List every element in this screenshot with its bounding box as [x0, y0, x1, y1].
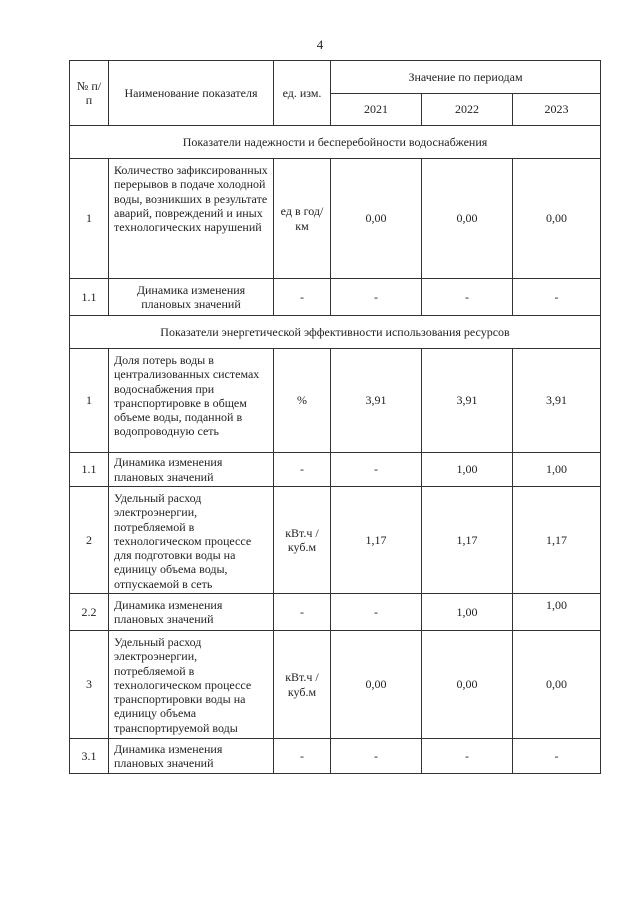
- row-value-2022: -: [422, 739, 513, 774]
- row-value-2021: 0,00: [331, 159, 422, 279]
- row-value-2021: -: [331, 739, 422, 774]
- row-num: 1.1: [70, 279, 109, 316]
- row-value-2022: 1,17: [422, 487, 513, 594]
- row-num: 3: [70, 631, 109, 739]
- row-name: Доля потерь воды в централизованных системах водоснабжения при транспортировке в общем объеме воды, поданной в водопроводную сеть: [109, 349, 274, 453]
- header-year-2022: 2022: [422, 94, 513, 126]
- header-year-2023: 2023: [513, 94, 601, 126]
- row-value-2023: 0,00: [513, 159, 601, 279]
- header-num: № п/п: [70, 61, 109, 126]
- row-num: 3.1: [70, 739, 109, 774]
- row-value-2021: -: [331, 279, 422, 316]
- row-unit: -: [274, 279, 331, 316]
- row-unit: %: [274, 349, 331, 453]
- table-row: [70, 631, 601, 739]
- section-title: Показатели энергетической эффективности использования ресурсов: [70, 316, 601, 349]
- row-num: 1.1: [70, 453, 109, 487]
- row-value-2022: -: [422, 279, 513, 316]
- row-value-2021: -: [331, 453, 422, 487]
- page-number: 4: [316, 37, 324, 52]
- row-unit: ед в год/ км: [274, 159, 331, 279]
- table-row: [70, 279, 601, 316]
- header-name: Наименование показателя: [109, 61, 274, 126]
- row-name: Динамика изменения плановых значений: [109, 739, 274, 774]
- row-value-2023: 0,00: [513, 631, 601, 739]
- row-value-2021: 1,17: [331, 487, 422, 594]
- row-unit: -: [274, 594, 331, 631]
- row-unit: кВт.ч / куб.м: [274, 487, 331, 594]
- row-value-2021: 3,91: [331, 349, 422, 453]
- row-value-2022: 0,00: [422, 159, 513, 279]
- row-unit: -: [274, 739, 331, 774]
- row-value-2022: 0,00: [422, 631, 513, 739]
- row-num: 1: [70, 349, 109, 453]
- table-row: [70, 487, 601, 594]
- row-name: Динамика изменения плановых значений: [109, 453, 274, 487]
- row-value-2023: 1,00: [513, 594, 601, 631]
- row-value-2022: 1,00: [422, 594, 513, 631]
- row-num: 2.2: [70, 594, 109, 631]
- row-value-2021: 0,00: [331, 631, 422, 739]
- section-title: Показатели надежности и бесперебойности водоснабжения: [70, 126, 601, 159]
- row-num: 2: [70, 487, 109, 594]
- indicators-table: [69, 60, 601, 774]
- row-unit: -: [274, 453, 331, 487]
- row-name: Удельный расход электроэнергии, потребляемой в технологическом процессе транспортировки воды на единицу объема транспортируемой воды: [109, 631, 274, 739]
- header-row-1: [70, 61, 601, 94]
- table-row: [70, 159, 601, 279]
- row-name: Удельный расход электроэнергии, потребляемой в технологическом процессе для подготовки воды на единицу объема воды, отпускаемой в сеть: [109, 487, 274, 594]
- row-value-2023: -: [513, 279, 601, 316]
- row-unit: кВт.ч / куб.м: [274, 631, 331, 739]
- row-name: Динамика изменения плановых значений: [109, 594, 274, 631]
- table-row: [70, 453, 601, 487]
- row-num: 1: [70, 159, 109, 279]
- row-name: Динамика изменения плановых значений: [109, 279, 274, 316]
- header-unit: ед. изм.: [274, 61, 331, 126]
- table-row: [70, 349, 601, 453]
- section-row: [70, 126, 601, 159]
- row-value-2023: 1,00: [513, 453, 601, 487]
- section-row: [70, 316, 601, 349]
- row-value-2023: 3,91: [513, 349, 601, 453]
- row-value-2023: -: [513, 739, 601, 774]
- row-value-2021: -: [331, 594, 422, 631]
- header-values: Значение по периодам: [331, 61, 601, 94]
- table-row: [70, 739, 601, 774]
- row-value-2022: 3,91: [422, 349, 513, 453]
- table-row: [70, 594, 601, 631]
- row-value-2023: 1,17: [513, 487, 601, 594]
- header-year-2021: 2021: [331, 94, 422, 126]
- row-value-2022: 1,00: [422, 453, 513, 487]
- row-name: Количество зафиксированных перерывов в подаче холодной воды, возникших в результате аварий, повреждений и иных технологических нарушений: [109, 159, 274, 279]
